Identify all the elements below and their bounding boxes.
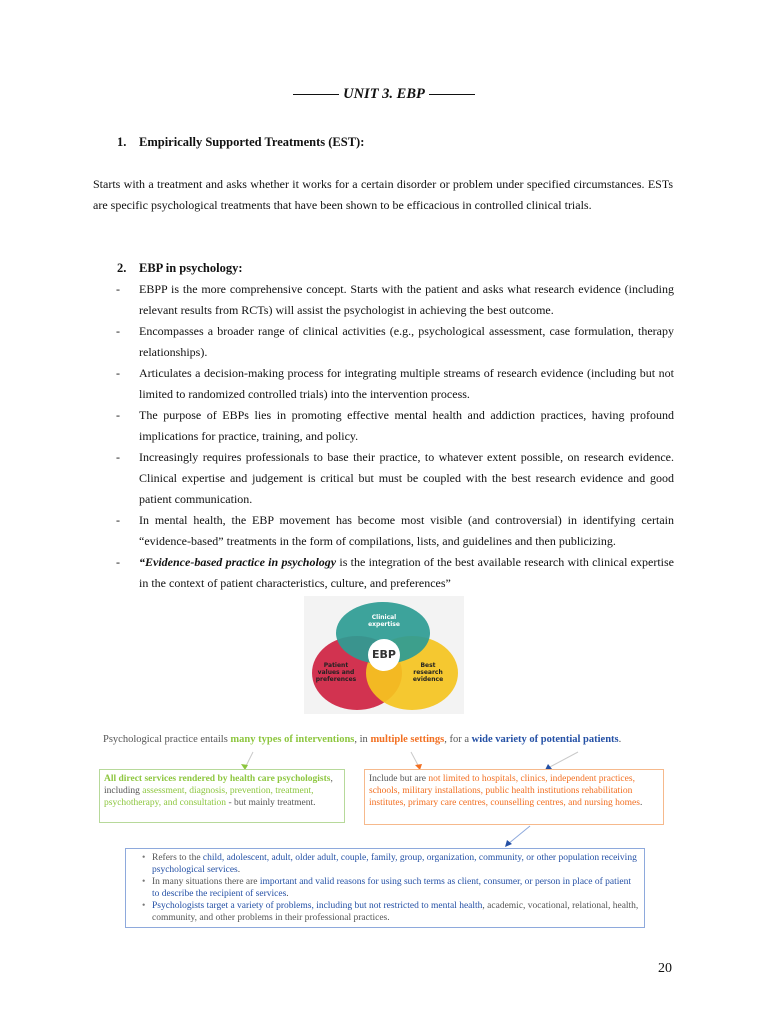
diagram-title: Psychological practice entails many types of interventions, in multiple settings, for a wide variety of potential patients. bbox=[103, 734, 622, 745]
section-1-heading: 1. Empirically Supported Treatments (EST): bbox=[117, 135, 365, 149]
page-title bbox=[0, 86, 768, 103]
venn-center-label: EBP bbox=[368, 639, 400, 671]
practice-diagram bbox=[93, 726, 673, 946]
list-item: - Increasingly requires professionals to base their practice, to whatever extent possible, on research evidence. Clinical expertise and judgement is critical but must be coupled with the best research evidence and good patient communication. bbox=[116, 450, 674, 506]
list-item: - Articulates a decision-making process for integrating multiple streams of research evidence (including but not limited to randomized controlled trials) into the intervention process. bbox=[116, 366, 674, 401]
list-item: - The purpose of EBPs lies in promoting effective mental health and addiction practices, having profound implications for practice, training, and policy. bbox=[116, 408, 674, 443]
list-item: - In mental health, the EBP movement has become most visible (and controversial) in identifying certain “evidence-based” treatments in the form of compilations, lists, and guidelines and then publicizing. bbox=[116, 513, 674, 548]
title-rule-right bbox=[429, 94, 475, 95]
venn-label-clinical-expertise: Clinical expertise bbox=[368, 614, 400, 628]
settings-box: Include but are not limited to hospitals, clinics, independent practices, schools, military installations, public health institutions rehabilitation institutes, primary care centres, counselling centres, and nursing homes. bbox=[364, 769, 664, 825]
venn-label-research-evidence: Best research evidence bbox=[412, 662, 444, 683]
section-2-heading: 2. EBP in psychology: bbox=[117, 261, 243, 275]
list-item: • Psychologists target a variety of problems, including but not restricted to mental health, academic, vocational, relational, health, community, and other problems in their professional practices. bbox=[142, 901, 639, 923]
list-item: - “Evidence-based practice in psychology is the integration of the best available research with clinical expertise in the context of patient characteristics, culture, and preferences” bbox=[116, 555, 674, 590]
ebp-venn-diagram bbox=[304, 596, 464, 714]
title-rule-left bbox=[293, 94, 339, 95]
list-item: • In many situations there are important and valid reasons for using such terms as client, consumer, or person in place of patient to describe the recipient of services. bbox=[142, 877, 631, 899]
emphasized-quote: “Evidence-based practice in psychology bbox=[139, 555, 337, 569]
title-text: UNIT 3. EBP bbox=[343, 86, 425, 102]
ebp-bullet-list bbox=[0, 279, 674, 594]
interventions-box: All direct services rendered by health care psychologists, including assessment, diagnosis, prevention, treatment, psychotherapy, and consultation - but mainly treatment. bbox=[99, 769, 345, 823]
list-item: • Refers to the child, adolescent, adult, older adult, couple, family, group, organization, community, or other population receiving psychological services. bbox=[142, 853, 637, 875]
patients-box bbox=[125, 848, 645, 928]
section-1-paragraph: Starts with a treatment and asks whether it works for a certain disorder or problem under specified circumstances. ESTs are specific psychological treatments that have been shown to be efficacious in controlled clinical trials. bbox=[93, 177, 673, 212]
venn-label-patient-values: Patient values and preferences bbox=[315, 662, 357, 683]
list-item: - EBPP is the more comprehensive concept. Starts with the patient and asks what research evidence (including relevant results from RCTs) will assist the psychologist in achieving the best outcome. bbox=[116, 282, 674, 317]
list-item: - Encompasses a broader range of clinical activities (e.g., psychological assessment, case formulation, therapy relationships). bbox=[116, 324, 674, 359]
page-number: 20 bbox=[658, 961, 672, 976]
